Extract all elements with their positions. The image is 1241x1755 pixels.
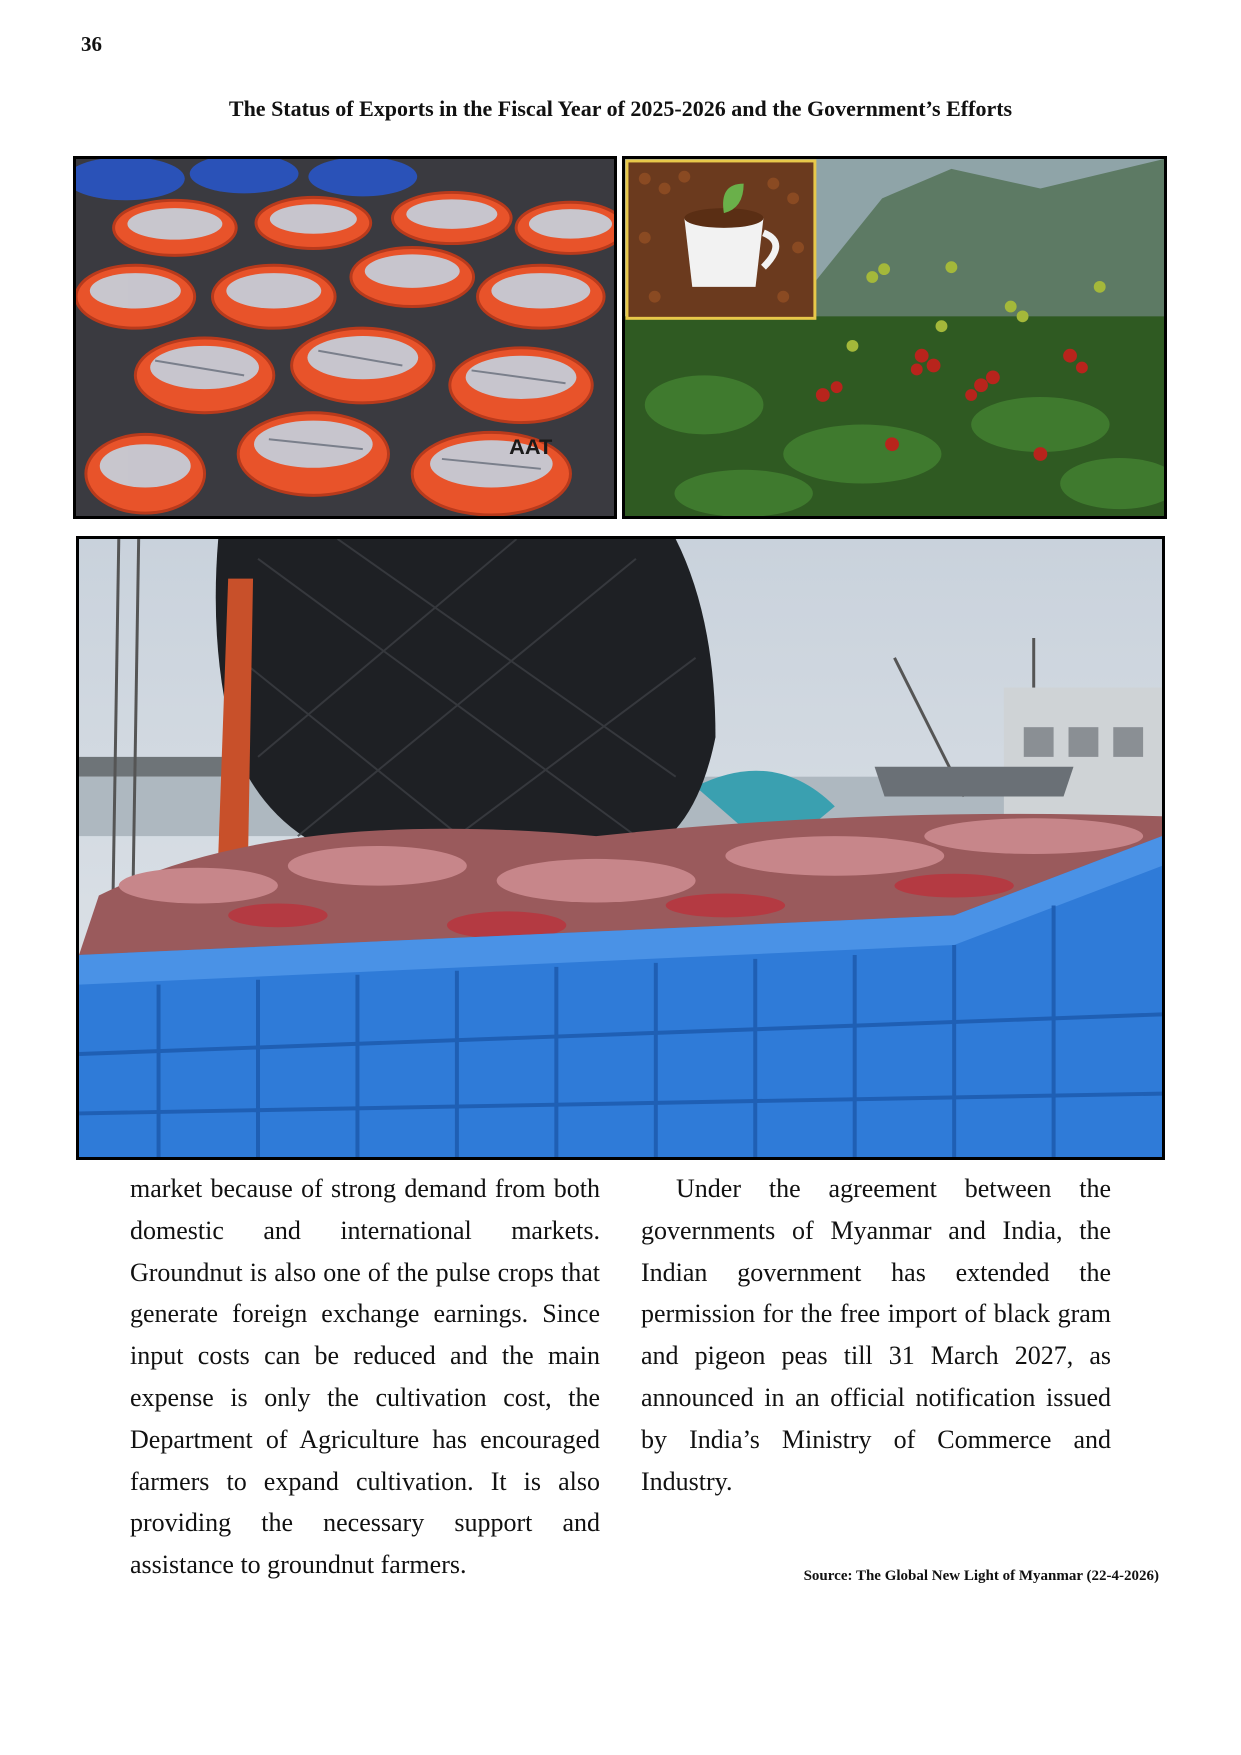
left-column-text: market because of strong demand from both domestic and international markets. Groundnut is also one of the pulse crops that generate foreign exchange earnings. Since input costs can be reduced and the main expense is only the cultivation cost, the Department of Agriculture has encouraged farmers to expand cultivation. It is also providing the necessary support and assistance to groundnut farmers. [130, 1174, 600, 1580]
page-number: 36 [81, 32, 102, 56]
source-credit: Source: The Global New Light of Myanmar (22-4-2026) [803, 1568, 1159, 1584]
fish-in-baskets-photo [73, 156, 617, 519]
right-column-text: Under the agreement between the governments of Myanmar and India, the Indian government has extended the permission for the free import of black gram and pigeon peas till 31 March 2027, as announced in an official notification issued by India’s Ministry of Commerce and Industry. [641, 1174, 1111, 1496]
fishing-net-catch-photo [76, 536, 1165, 1160]
coffee-beans-photo [622, 156, 1167, 519]
article-left-column [130, 1168, 600, 1586]
page-title: The Status of Exports in the Fiscal Year of 2025-2026 and the Government’s Efforts [228, 96, 1013, 121]
basket-label: AAT [509, 434, 553, 460]
article-right-column [641, 1168, 1111, 1502]
